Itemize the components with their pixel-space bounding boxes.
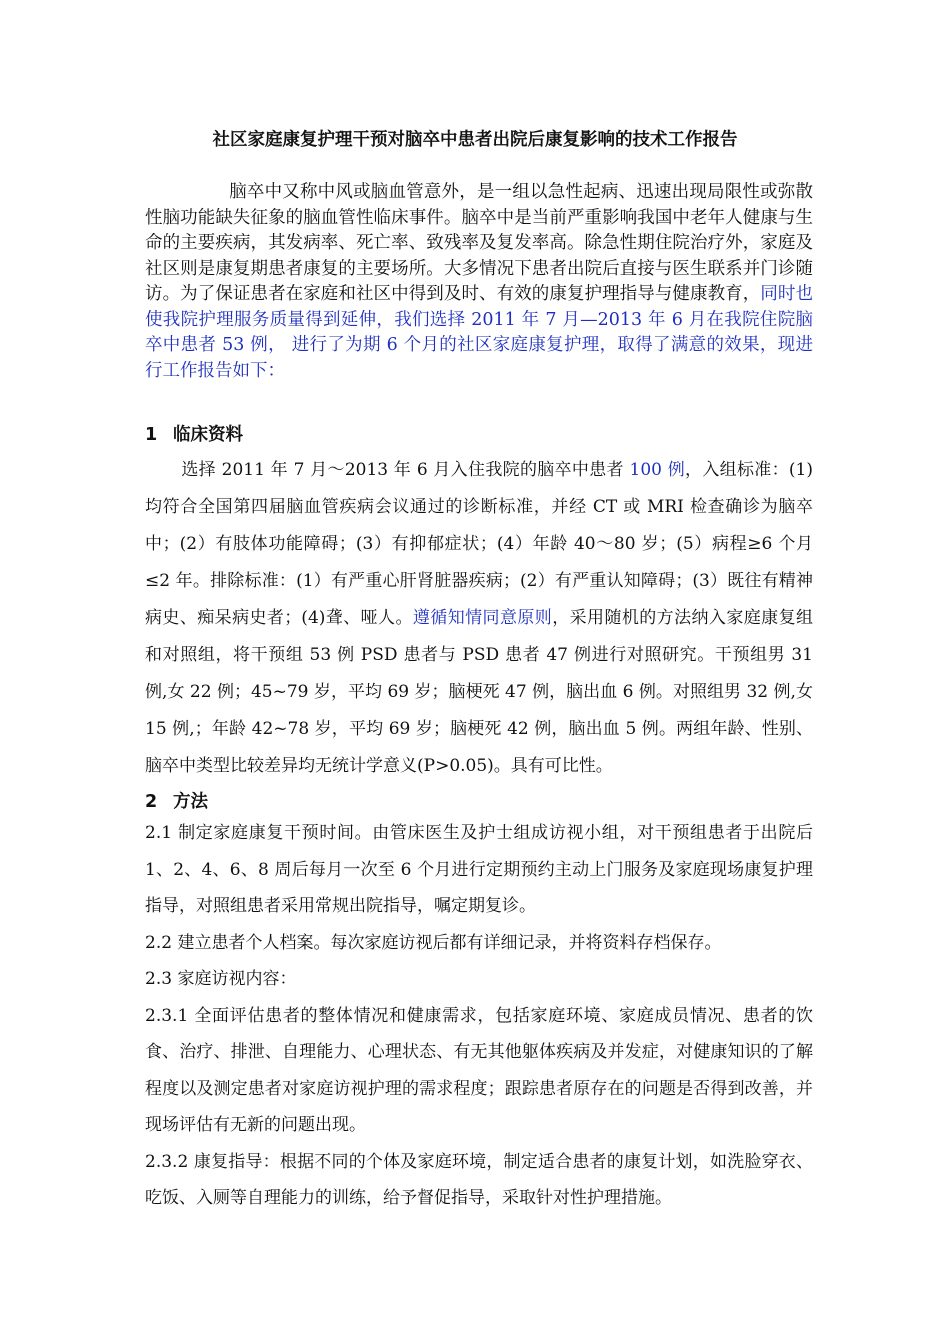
section-2-2-paragraph: 2.2 建立患者个人档案。每次家庭访视后都有详细记录，并将资料存档保存。 <box>145 932 722 953</box>
section-1-consent-note: 遵循知情同意原则 <box>412 608 553 628</box>
section-1-patient-count: 100 例 <box>629 460 686 480</box>
section-1-text-a: 选择 2011 年 7 月～2013 年 6 月入住我院的脑卒中患者 <box>181 460 630 480</box>
section-2-heading <box>145 788 208 813</box>
intro-text: 脑卒中又称中风或脑血管意外，是一组以急性起病、迅速出现局限性或弥散性脑功能缺失征象的脑血管性临床事件。脑卒中是当前严重影响我国中老年人健康与生命的主要疾病，其发病率、死亡率、致残率及复发率高。除急性期住院治疗外，家庭及社区则是康复期患者康复的主要场所。大多情况下患者出院后直接与医生联系并门诊随访。为了保证患者在家庭和社区中得到及时、有效的康复护理指导与健康教育， <box>145 182 813 304</box>
section-1-title: 临床资料 <box>173 425 243 445</box>
section-2-number: 2 <box>145 792 158 812</box>
section-1-heading <box>145 421 243 446</box>
document-title: 社区家庭康复护理干预对脑卒中患者出院后康复影响的技术工作报告 <box>212 130 738 150</box>
intro-paragraph <box>145 180 813 384</box>
section-1-number: 1 <box>145 425 158 445</box>
section-2-title: 方法 <box>173 792 208 812</box>
section-2-3-paragraph: 2.3 家庭访视内容： <box>145 969 297 989</box>
section-1-text-c: ，采用随机的方法纳入家庭康复组和对照组，将干预组 53 例 PSD 患者与 PSD 患者 47 例进行对照研究。干预组男 31 例,女 22 例；45~79 岁，平均 69 岁；脑梗死 47 例，脑出血 6 例。对照组男 32 例,女 15 例,；年龄 42~78 岁，平均 69 岁；脑梗死 42 例，脑出血 5 例。两组年龄、性别、脑卒中类型比较差异均无统计学意义(P>0.05)。具有可比性。 <box>145 608 813 776</box>
intro-highlight-text: 同时也使我院护理服务质量得到延伸，我们选择 2011 年 7 月—2013 年 6 月在我院住院脑卒中患者 53 例， 进行了为期 6 个月的社区家庭康复护理，取得了满意的效果，现进行工作报告如下： <box>145 284 814 381</box>
section-2-1-paragraph: 2.1 制定家庭康复干预时间。由管床医生及护士组成访视小组，对干预组患者于出院后 1、2、4、6、8 周后每月一次至 6 个月进行定期预约主动上门服务及家庭现场康复护理指导，对照组患者采用常规出院指导，嘱定期复诊。 <box>145 823 813 916</box>
section-1-paragraph <box>145 452 813 785</box>
section-2-3-2-paragraph: 2.3.2 康复指导：根据不同的个体及家庭环境，制定适合患者的康复计划，如洗脸穿衣、吃饭、入厕等自理能力的训练，给予督促指导，采取针对性护理措施。 <box>145 1151 813 1208</box>
section-2-body <box>145 815 813 1217</box>
section-1-text-b: ，入组标准：(1)均符合全国第四届脑血管疾病会议通过的诊断标准，并经 CT 或 MRI 检查确诊为脑卒中；(2）有肢体功能障碍；(3）有抑郁症状；(4）年龄 40～80 岁；(5）病程≥6 个月≤2 年。排除标准：(1）有严重心肝肾脏器疾病；(2）有严重认知障碍；(3）既往有精神病史、痴呆病史者；(4)聋、哑人。 <box>145 460 813 628</box>
section-2-3-1-paragraph: 2.3.1 全面评估患者的整体情况和健康需求，包括家庭环境、家庭成员情况、患者的饮食、治疗、排泄、自理能力、心理状态、有无其他躯体疾病及并发症，对健康知识的了解程度以及测定患者对家庭访视护理的需求程度；跟踪患者原存在的问题是否得到改善，并现场评估有无新的问题出现。 <box>145 1005 813 1135</box>
